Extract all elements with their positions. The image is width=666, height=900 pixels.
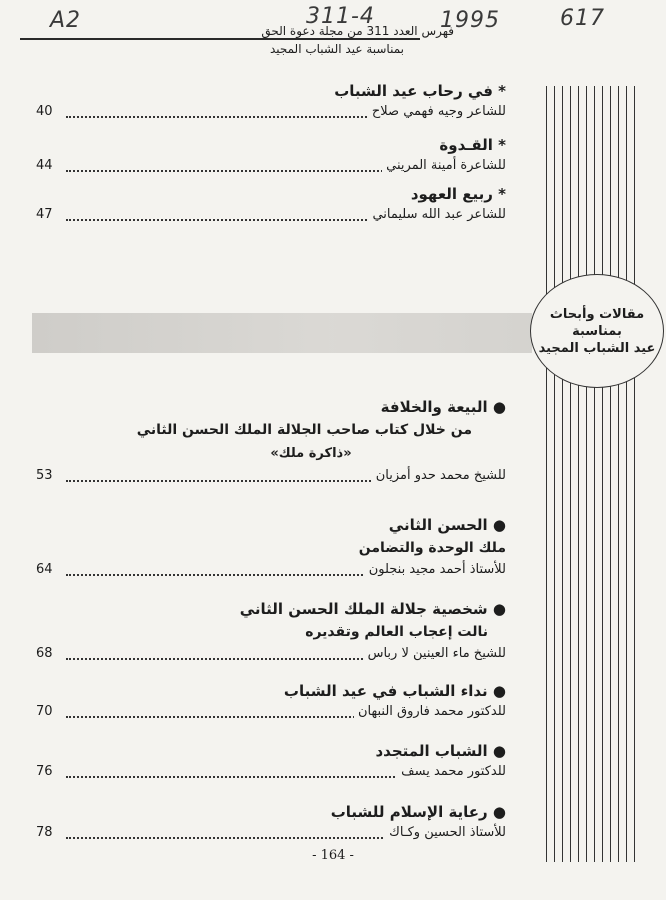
entry-author: للأستاذ أحمد مجيد بنجلون — [365, 562, 506, 577]
entry-title: * في رحاب عيد الشباب — [334, 82, 506, 100]
entry-title: ● شخصية جلالة الملك الحسن الثاني — [239, 600, 506, 618]
entry-title: * ربيع العهود — [410, 185, 506, 203]
entry-title: * القـدوة — [439, 136, 506, 154]
handwritten-num: 617 — [560, 6, 605, 31]
entry-subtitle: نالت إعجاب العالم وتقديره — [305, 624, 488, 640]
toc-entry — [36, 598, 506, 666]
toc-entry — [36, 680, 506, 724]
section-label-circle — [530, 274, 664, 388]
toc-entry — [36, 396, 506, 488]
entry-title: ● رعاية الإسلام للشباب — [330, 803, 506, 821]
handwritten-issue: 311-4 — [306, 4, 375, 29]
entry-author: للدكتور محمد فاروق النبهان — [354, 704, 506, 719]
entry-page: 78 — [36, 825, 53, 840]
entry-page: 70 — [36, 704, 53, 719]
entry-author: للشاعر عبد الله سليماني — [368, 207, 506, 222]
entry-subtitle: من خلال كتاب صاحب الجلالة الملك الحسن الثاني — [136, 422, 472, 438]
entry-title: ● نداء الشباب في عيد الشباب — [283, 682, 506, 700]
handwritten-code: A2 — [50, 8, 82, 33]
entry-page: 44 — [36, 158, 53, 173]
entry-subtitle: ملك الوحدة والتضامن — [358, 540, 506, 556]
toc-entry — [36, 183, 506, 227]
decorative-vertical-lines — [546, 86, 638, 862]
entry-page: 64 — [36, 562, 53, 577]
toc-entry — [36, 740, 506, 784]
section-label-line-1: مقالات وأبحاث — [549, 306, 645, 322]
header-rule — [20, 38, 420, 40]
entry-title: ● الحسن الثاني — [388, 516, 506, 534]
entry-title: ● البيعة والخلافة — [380, 398, 506, 416]
entry-author: للشاعر وجيه فهمي صلاح — [368, 104, 506, 119]
scan-shadow-band — [32, 313, 532, 353]
header-title: فهرس العدد 311 من مجلة دعوة الحق — [261, 24, 454, 38]
toc-entry — [36, 134, 506, 178]
entry-author: للشيخ ماء العينين لا رباس — [364, 646, 506, 661]
entry-page: 68 — [36, 646, 53, 661]
entry-author: للشاعرة أمينة المريني — [382, 158, 506, 173]
section-label-line-3: عيد الشباب المجيد — [538, 340, 656, 356]
toc-entry — [36, 80, 506, 124]
entry-page: 40 — [36, 104, 53, 119]
toc-entry — [36, 514, 506, 582]
handwritten-year: 1995 — [440, 8, 500, 33]
entry-subtitle-quote: «ذاكرة ملك» — [270, 446, 352, 461]
toc-entry — [36, 801, 506, 845]
entry-author: للدكتور محمد يسف — [397, 764, 506, 779]
header-subtitle: بمناسبة عيد الشباب المجيد — [269, 42, 404, 56]
entry-page: 47 — [36, 207, 53, 222]
page-number: - 164 - — [312, 848, 354, 863]
entry-page: 53 — [36, 468, 53, 483]
entry-page: 76 — [36, 764, 53, 779]
section-label-line-2: بمناسبة — [572, 323, 622, 339]
entry-title: ● الشباب المتجدد — [375, 742, 506, 760]
entry-author: للشيخ محمد حدو أمزيان — [372, 468, 506, 483]
entry-author: للأستاذ الحسين وكـاك — [385, 825, 506, 840]
